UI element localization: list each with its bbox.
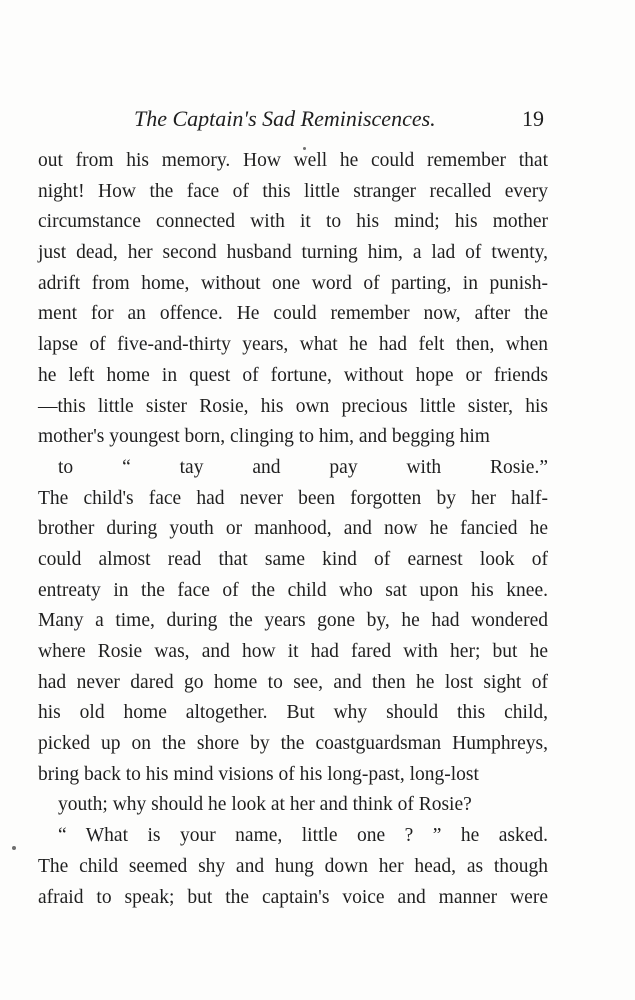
text-line: bring back to his mind visions of his long-past, long-lost — [38, 763, 479, 785]
text-line: adrift from home, without one word of parting, in punish- — [38, 272, 548, 294]
text-line: —this little sister Rosie, his own precious little sister, his — [38, 395, 548, 417]
text-line: ment for an offence. He could remember now, after the — [38, 303, 548, 325]
text-line: could almost read that same kind of earnest look of — [38, 548, 548, 570]
text-line: out from his memory. How well he could remember that — [38, 150, 548, 171]
print-speck — [303, 147, 306, 150]
text-line: night! How the face of this little stranger recalled every — [38, 180, 548, 202]
text-line: youth; why should he look at her and think of Rosie? — [58, 794, 472, 816]
text-line: lapse of five-and-thirty years, what he had felt then, when — [38, 334, 548, 356]
text-line: his old home altogether. But why should this child, — [38, 702, 548, 724]
text-line: The child's face had never been forgotten by her half- — [38, 487, 548, 509]
text-line: picked up on the shore by the coastguardsman Humphreys, — [38, 733, 548, 755]
text-line: afraid to speak; but the captain's voice and manner were — [38, 886, 548, 908]
running-head — [38, 103, 548, 135]
print-speck — [12, 846, 16, 850]
text-line: circumstance connected with it to his mind; his mother — [38, 211, 548, 233]
text-line: had never dared go home to see, and then he lost sight of — [38, 671, 548, 693]
text-line: Many a time, during the years gone by, he had wondered — [38, 610, 548, 632]
text-line: mother's youngest born, clinging to him, and begging him — [38, 426, 490, 448]
text-line: entreaty in the face of the child who sat upon his knee. — [38, 579, 548, 601]
text-line: just dead, her second husband turning him, a lad of twenty, — [38, 242, 548, 264]
text-line: brother during youth or manhood, and now he fancied he — [38, 518, 548, 540]
body-text — [38, 146, 548, 913]
text-line: to “ tay and pay with Rosie.” — [58, 456, 548, 478]
page-number: 19 — [522, 106, 544, 131]
text-line: The child seemed shy and hung down her head, as though — [38, 855, 548, 877]
text-line: where Rosie was, and how it had fared with her; but he — [38, 641, 548, 662]
running-title: The Captain's Sad Reminiscences. — [134, 106, 436, 131]
text-line: he left home in quest of fortune, without hope or friends — [38, 364, 548, 386]
text-line: “ What is your name, little one ? ” he asked. — [58, 825, 548, 847]
